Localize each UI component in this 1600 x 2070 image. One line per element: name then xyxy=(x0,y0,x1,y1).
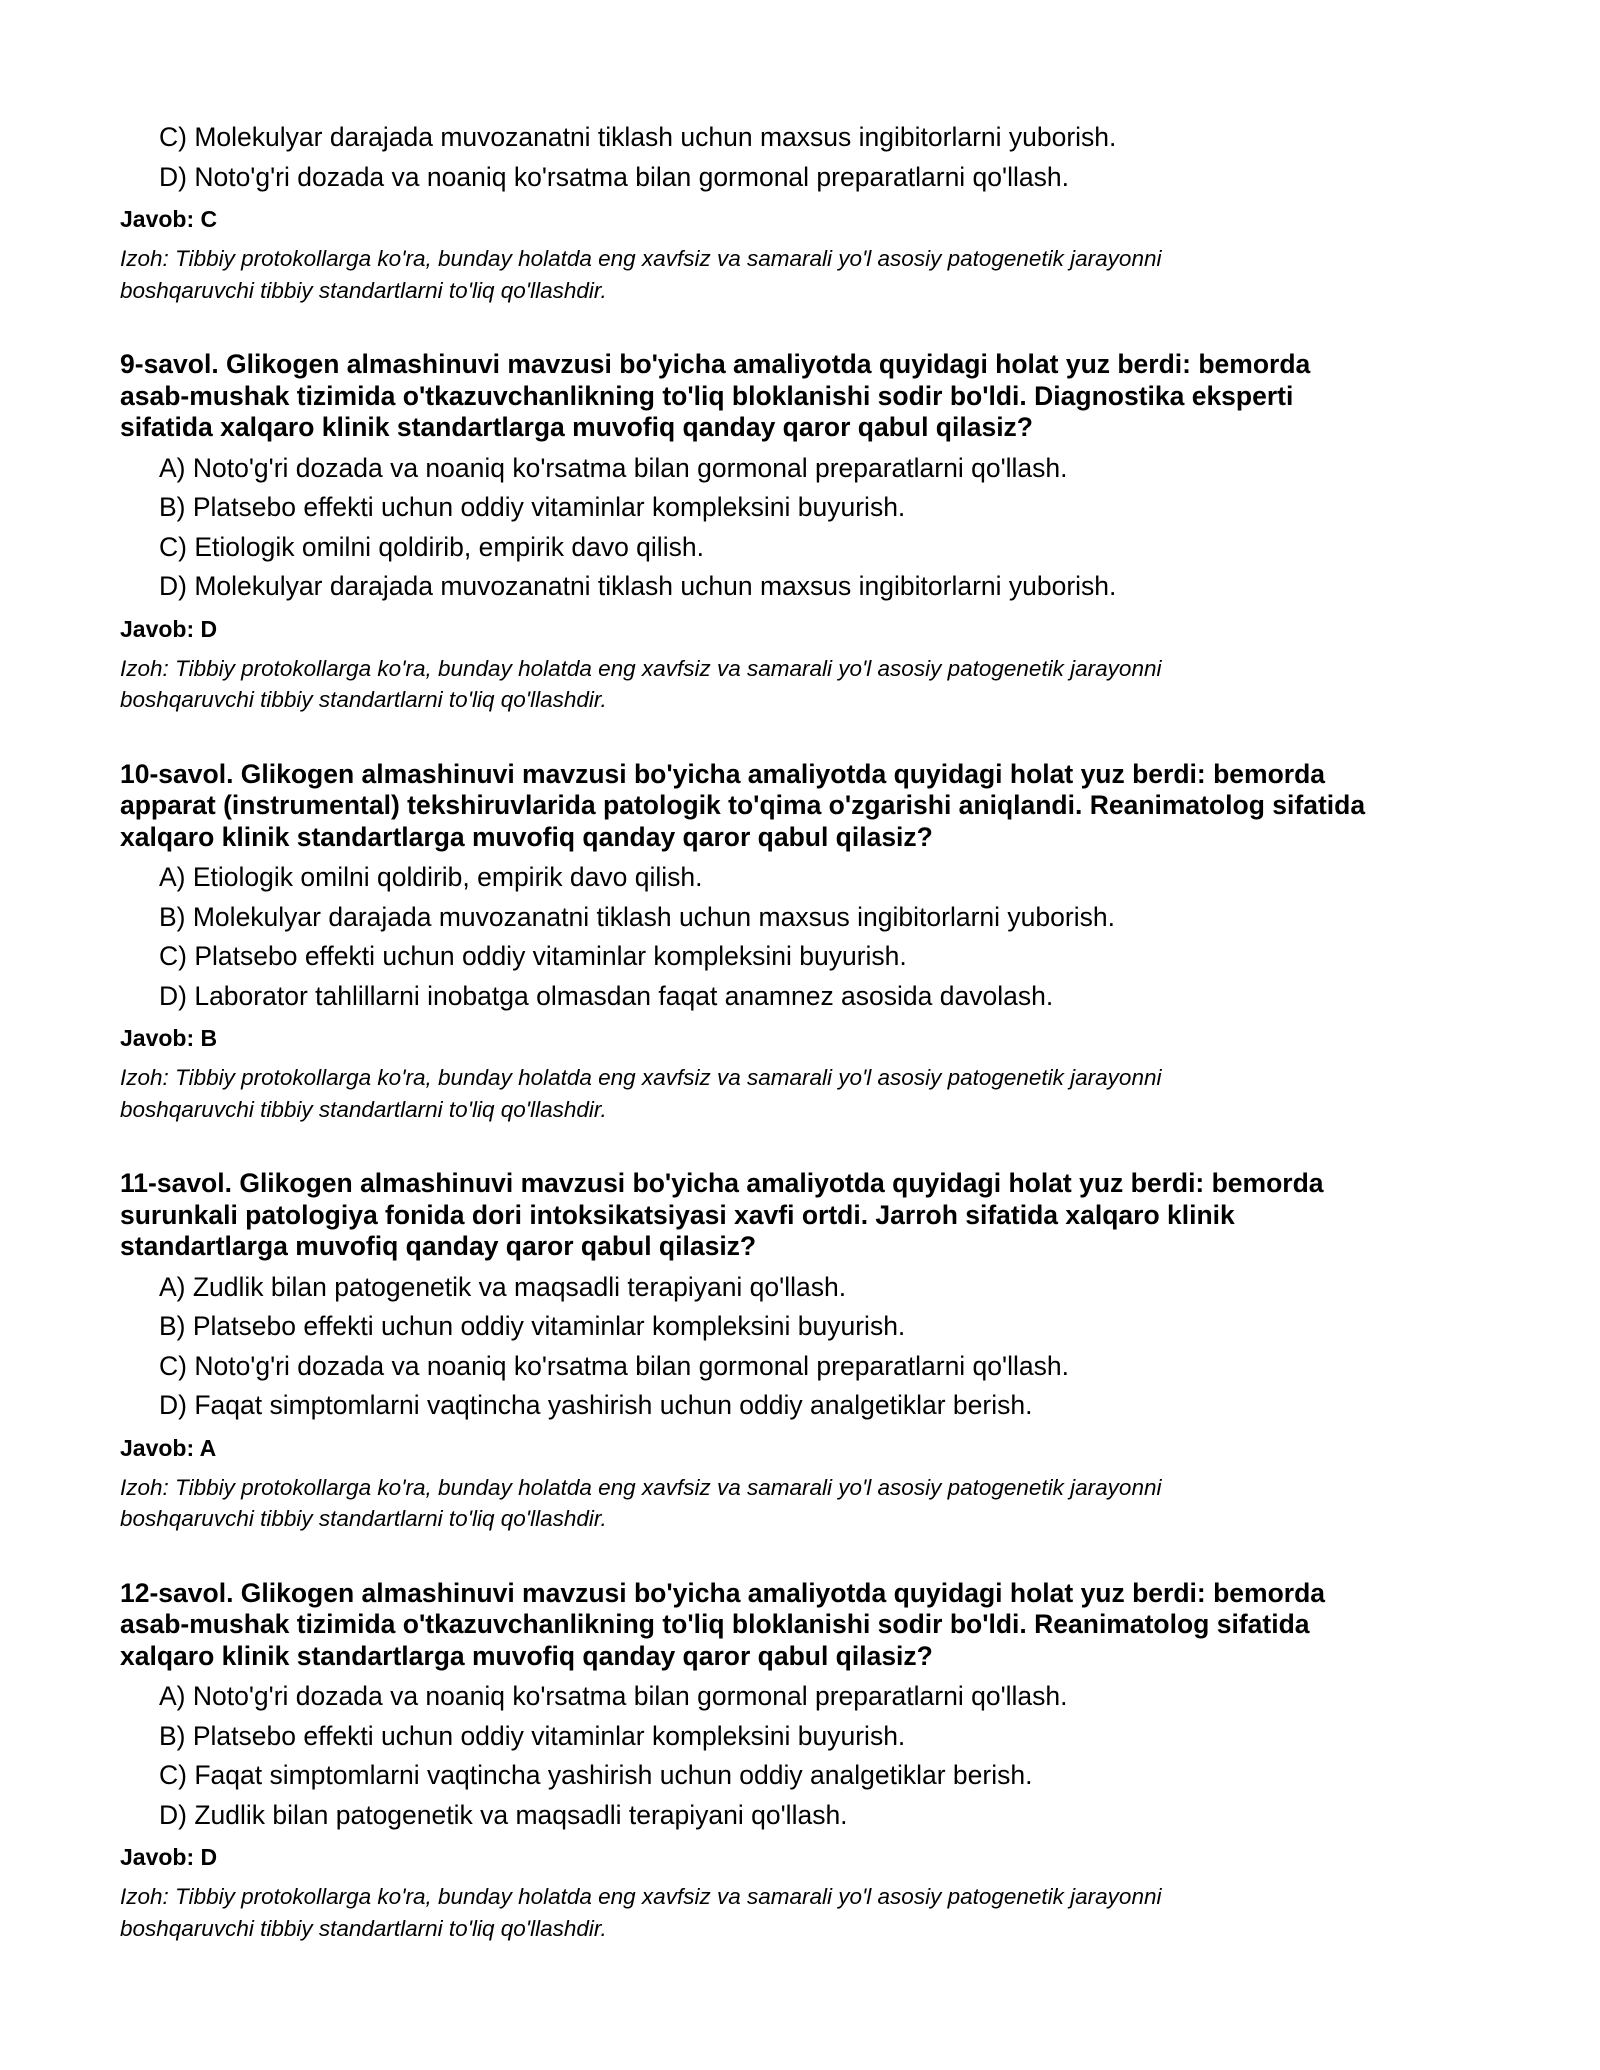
note-line: boshqaruvchi tibbiy standartlarni to'liq qo'llashdir. xyxy=(120,1096,607,1122)
answer-label: Javob: C xyxy=(120,206,218,232)
option-c: C) Platsebo effekti uchun oddiy vitaminlar kompleksini buyurish. xyxy=(159,941,907,971)
answer-label: Javob: B xyxy=(120,1025,218,1051)
note-line: Izoh: Tibbiy protokollarga ko'ra, bunday holatda eng xavfsiz va samarali yo'l asosiy patogenetik jarayonni xyxy=(120,246,1162,271)
document-page xyxy=(120,118,1500,1944)
question-line: 10-savol. Glikogen almashinuvi mavzusi bo'yicha amaliyotda quyidagi holat yuz berdi: bemorda xyxy=(120,758,1325,789)
question-line: surunkali patologiya fonida dori intoksikatsiyasi xavfi ortdi. Jarroh sifatida xalqaro klinik xyxy=(120,1199,1235,1230)
option-b: B) Platsebo effekti uchun oddiy vitaminlar kompleksini buyurish. xyxy=(159,1311,906,1341)
question-line: asab-mushak tizimida o'tkazuvchanlikning to'liq bloklanishi sodir bo'ldi. Reanimatolog sifatida xyxy=(120,1609,1310,1639)
question-line: xalqaro klinik standartlarga muvofiq qanday qaror qabul qilasiz? xyxy=(120,1640,933,1671)
question-line: sifatida xalqaro klinik standartlarga muvofiq qanday qaror qabul qilasiz? xyxy=(120,412,1033,442)
question-line: standartlarga muvofiq qanday qaror qabul qilasiz? xyxy=(120,1231,757,1261)
question-9 xyxy=(120,349,1500,716)
answer-label: Javob: A xyxy=(120,1434,217,1461)
question-10 xyxy=(120,759,1500,1126)
option-c: C) Molekulyar darajada muvozanatni tiklash uchun maxsus ingibitorlarni yuborish. xyxy=(159,122,1117,152)
note-line: boshqaruvchi tibbiy standartlarni to'liq qo'llashdir. xyxy=(120,1915,607,1941)
note-line: boshqaruvchi tibbiy standartlarni to'liq qo'llashdir. xyxy=(120,687,607,712)
explanation-note xyxy=(120,653,1500,716)
note-line: Izoh: Tibbiy protokollarga ko'ra, bunday holatda eng xavfsiz va samarali yo'l asosiy patogenetik jarayonni xyxy=(120,1065,1162,1090)
note-line: Izoh: Tibbiy protokollarga ko'ra, bunday holatda eng xavfsiz va samarali yo'l asosiy patogenetik jarayonni xyxy=(120,1884,1162,1909)
question-line: asab-mushak tizimida o'tkazuvchanlikning to'liq bloklanishi sodir bo'ldi. Diagnostika eksperti xyxy=(120,380,1294,411)
answer-label: Javob: D xyxy=(120,1844,218,1870)
option-b: B) Molekulyar darajada muvozanatni tiklash uchun maxsus ingibitorlarni yuborish. xyxy=(159,901,1115,932)
note-line: Izoh: Tibbiy protokollarga ko'ra, bunday holatda eng xavfsiz va samarali yo'l asosiy patogenetik jarayonni xyxy=(120,655,1162,681)
option-d: D) Molekulyar darajada muvozanatni tiklash uchun maxsus ingibitorlarni yuborish. xyxy=(159,571,1117,601)
explanation-note xyxy=(120,1062,1500,1125)
option-a: A) Zudlik bilan patogenetik va maqsadli terapiyani qo'llash. xyxy=(159,1271,847,1302)
question-12 xyxy=(120,1578,1500,1945)
option-c: C) Etiologik omilni qoldirib, empirik davo qilish. xyxy=(159,531,704,562)
explanation-note xyxy=(120,1881,1500,1944)
option-c: C) Faqat simptomlarni vaqtincha yashirish uchun oddiy analgetiklar berish. xyxy=(159,1760,1033,1790)
question-line: 11-savol. Glikogen almashinuvi mavzusi bo'yicha amaliyotda quyidagi holat yuz berdi: bemorda xyxy=(120,1168,1324,1198)
option-c: C) Noto'g'ri dozada va noaniq ko'rsatma bilan gormonal preparatlarni qo'llash. xyxy=(159,1350,1069,1381)
option-b: B) Platsebo effekti uchun oddiy vitaminlar kompleksini buyurish. xyxy=(159,1720,906,1751)
option-a: A) Noto'g'ri dozada va noaniq ko'rsatma bilan gormonal preparatlarni qo'llash. xyxy=(159,452,1068,483)
question-line: apparat (instrumental) tekshiruvlarida patologik to'qima o'zgarishi aniqlandi. Reanimatolog sifatida xyxy=(120,790,1366,820)
question-text xyxy=(120,1168,1500,1263)
option-d: D) Laborator tahlillarni inobatga olmasdan faqat anamnez asosida davolash. xyxy=(159,980,1054,1011)
answer-label: Javob: D xyxy=(120,615,218,642)
question-line: 9-savol. Glikogen almashinuvi mavzusi bo'yicha amaliyotda quyidagi holat yuz berdi: bemorda xyxy=(120,349,1311,379)
option-a: A) Noto'g'ri dozada va noaniq ko'rsatma bilan gormonal preparatlarni qo'llash. xyxy=(159,1681,1068,1711)
option-b: B) Platsebo effekti uchun oddiy vitaminlar kompleksini buyurish. xyxy=(159,492,906,522)
note-line: boshqaruvchi tibbiy standartlarni to'liq qo'llashdir. xyxy=(120,277,607,303)
option-d: D) Noto'g'ri dozada va noaniq ko'rsatma bilan gormonal preparatlarni qo'llash. xyxy=(159,161,1069,192)
option-a: A) Etiologik omilni qoldirib, empirik davo qilish. xyxy=(159,862,703,892)
note-line: Izoh: Tibbiy protokollarga ko'ra, bunday holatda eng xavfsiz va samarali yo'l asosiy patogenetik jarayonni xyxy=(120,1474,1162,1500)
question-11 xyxy=(120,1168,1500,1535)
option-d: D) Zudlik bilan patogenetik va maqsadli terapiyani qo'llash. xyxy=(159,1799,848,1830)
question-8-tail xyxy=(120,118,1500,306)
option-d: D) Faqat simptomlarni vaqtincha yashirish uchun oddiy analgetiklar berish. xyxy=(159,1390,1033,1420)
question-text xyxy=(120,759,1500,854)
explanation-note xyxy=(120,1472,1500,1535)
question-line: 12-savol. Glikogen almashinuvi mavzusi bo'yicha amaliyotda quyidagi holat yuz berdi: bemorda xyxy=(120,1577,1325,1608)
question-line: xalqaro klinik standartlarga muvofiq qanday qaror qabul qilasiz? xyxy=(120,821,933,852)
explanation-note xyxy=(120,243,1500,306)
note-line: boshqaruvchi tibbiy standartlarni to'liq qo'llashdir. xyxy=(120,1506,607,1531)
question-text xyxy=(120,349,1500,444)
question-text xyxy=(120,1578,1500,1673)
